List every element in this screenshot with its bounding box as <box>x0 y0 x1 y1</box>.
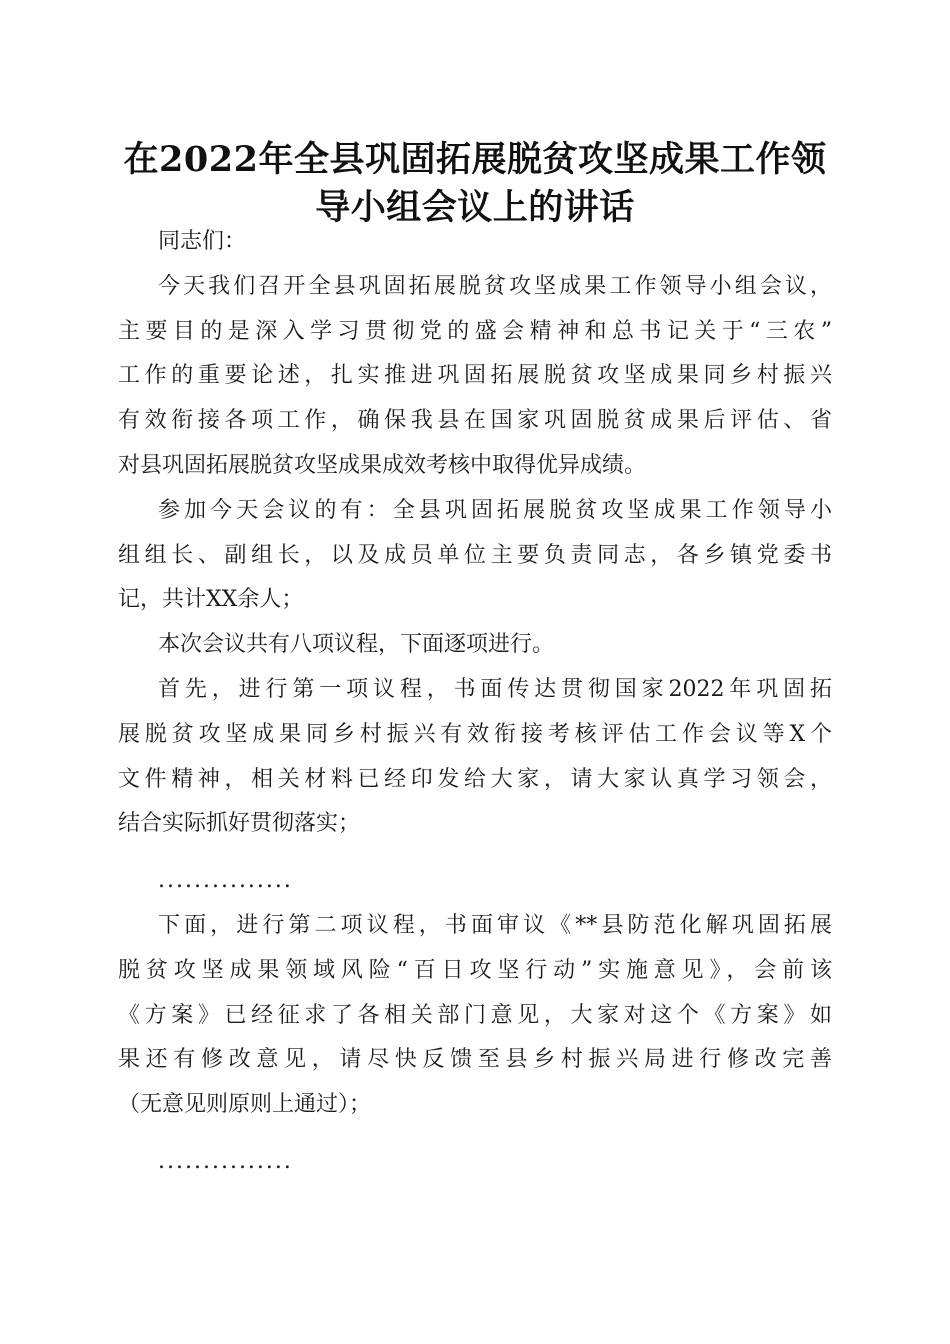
ellipsis: ............... <box>158 868 293 894</box>
paragraph-line: 工作的重要论述，扎实推进巩固拓展脱贫攻坚成果同乡村振兴 <box>118 363 832 389</box>
paragraph-line: 首先，进行第一项议程，书面传达贯彻国家2022年巩固拓 <box>158 676 832 702</box>
paragraph-line: 参加今天会议的有：全县巩固拓展脱贫攻坚成果工作领导小 <box>158 497 832 523</box>
paragraph-line: 有效衔接各项工作，确保我县在国家巩固脱贫成果后评估、省 <box>118 408 832 434</box>
paragraph-line: 组组长、副组长，以及成员单位主要负责同志，各乡镇党委书 <box>118 542 832 568</box>
paragraph-line: 文件精神，相关材料已经印发给大家，请大家认真学习领会， <box>118 766 832 792</box>
paragraph <box>118 668 832 847</box>
ellipsis: ............... <box>158 1148 293 1174</box>
paragraph <box>118 904 832 1128</box>
paragraph-line: 果还有修改意见，请尽快反馈至县乡村振兴局进行修改完善 <box>118 1047 832 1073</box>
document-title <box>100 136 850 232</box>
spacer <box>118 1128 832 1140</box>
paragraph <box>118 265 832 489</box>
salutation: 同志们： <box>158 229 247 254</box>
spacer <box>118 847 832 859</box>
paragraph <box>118 623 832 668</box>
paragraph-line: 主要目的是深入学习贯彻党的盛会精神和总书记关于“三农” <box>118 318 832 344</box>
paragraph-line: 《方案》已经征求了各相关部门意见，大家对这个《方案》如 <box>118 1002 832 1028</box>
paragraph-line: 本次会议共有八项议程，下面逐项进行。 <box>158 632 555 658</box>
paragraph <box>118 489 832 623</box>
document-body <box>118 220 832 1185</box>
paragraph-line: 下面，进行第二项议程，书面审议《**县防范化解巩固拓展 <box>158 912 832 938</box>
paragraph-line: 对县巩固拓展脱贫攻坚成果成效考核中取得优异成绩。 <box>118 452 647 478</box>
title-line: 在2022年全县巩固拓展脱贫攻坚成果工作领 <box>123 139 827 180</box>
title-line: 导小组会议上的讲话 <box>315 187 635 228</box>
paragraph-line: （无意见则原则上通过）； <box>118 1092 372 1118</box>
paragraph-line: 脱贫攻坚成果领域风险“百日攻坚行动”实施意见》，会前该 <box>118 957 832 983</box>
paragraph-line: 展脱贫攻坚成果同乡村振兴有效衔接考核评估工作会议等X个 <box>118 721 832 747</box>
paragraph-line: 记，共计XX余人； <box>118 587 304 613</box>
paragraph-line: 结合实际抓好贯彻落实； <box>118 811 361 837</box>
paragraph-line: 今天我们召开全县巩固拓展脱贫攻坚成果工作领导小组会议， <box>158 273 832 299</box>
